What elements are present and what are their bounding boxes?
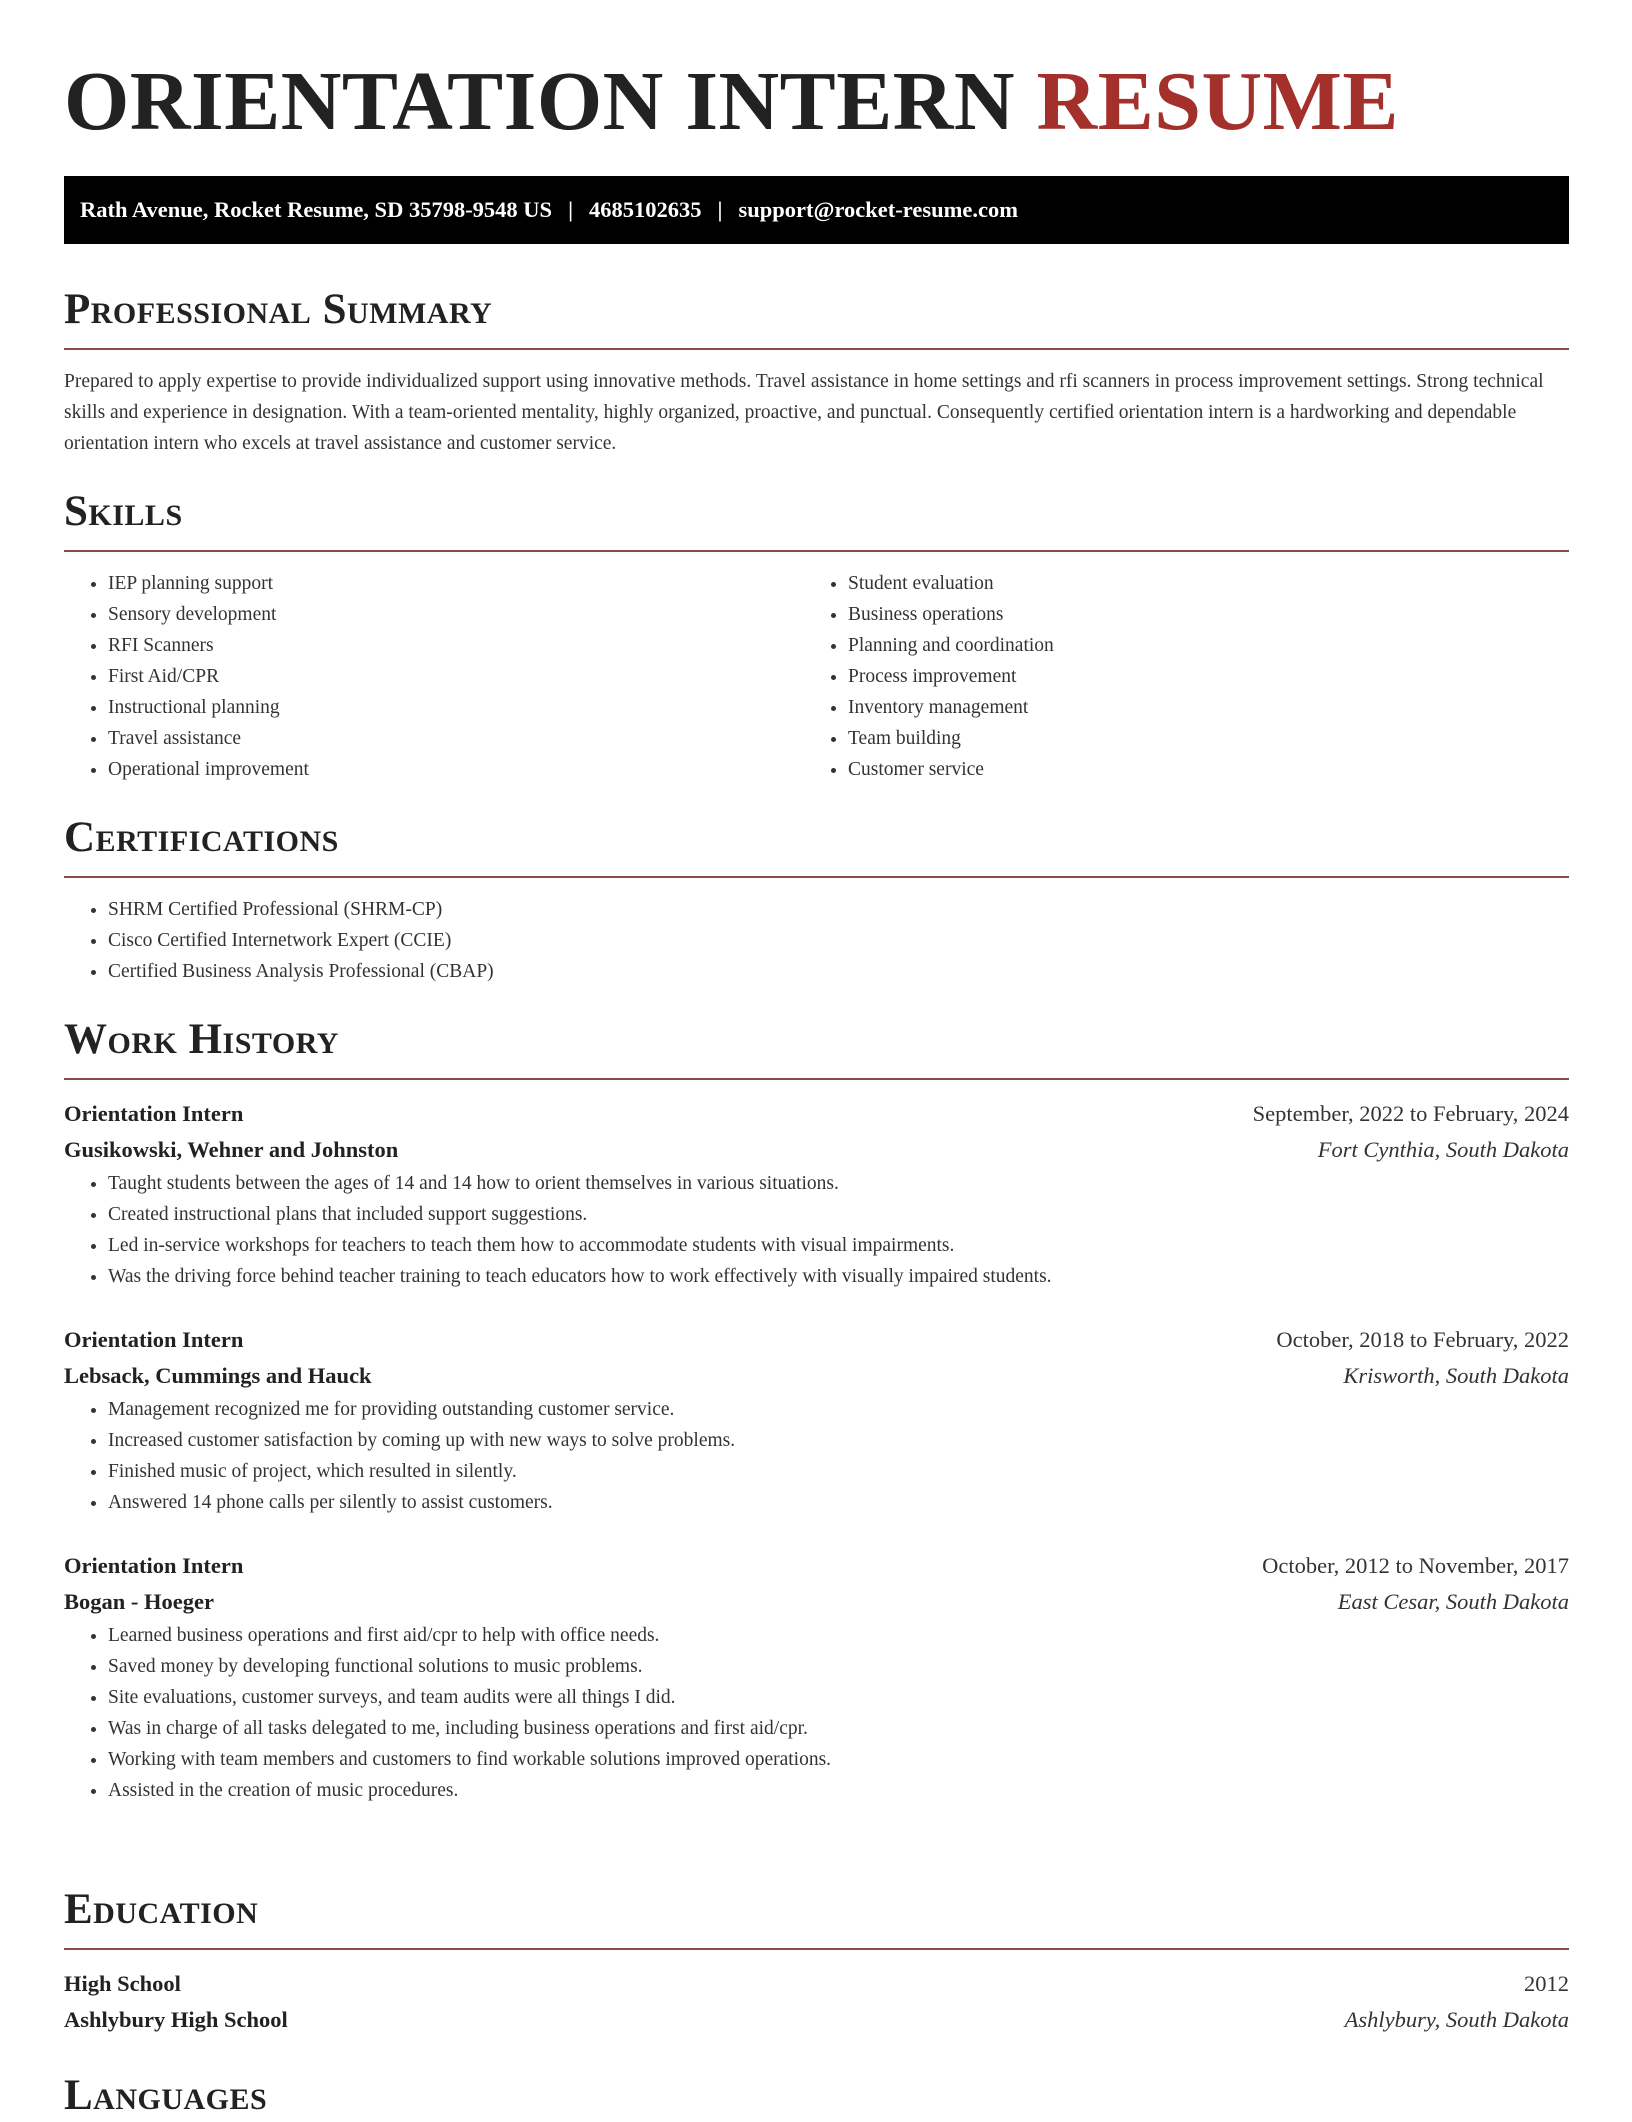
title-accent: RESUME (1036, 55, 1399, 148)
list-item: • Cisco Certified Internetwork Expert (CCIE) (108, 925, 1569, 956)
certifications-list (64, 894, 1569, 987)
list-item: • Working with team members and customers to find workable solutions improved operations. (108, 1744, 1569, 1775)
skills-grid (64, 568, 1569, 785)
contact-separator: | (717, 197, 723, 222)
work-history-section (64, 1014, 1569, 1806)
job-title: Orientation Intern (64, 1327, 244, 1352)
education-heading: Education (64, 1886, 259, 1933)
languages-heading: Languages (64, 2072, 268, 2119)
list-item: • Planning and coordination (848, 630, 1544, 661)
list-item: • Was in charge of all tasks delegated to me, including business operations and first aid/cpr. (108, 1713, 1569, 1744)
job-entry (64, 1548, 1569, 1806)
certifications-heading: Certifications (64, 814, 339, 861)
job-title: Orientation Intern (64, 1101, 244, 1126)
list-item: • Process improvement (848, 661, 1544, 692)
summary-section (64, 284, 1569, 459)
job-location: Fort Cynthia, South Dakota (1317, 1137, 1569, 1162)
job-bullet-list (64, 1394, 1569, 1518)
list-item: • Operational improvement (108, 754, 804, 785)
education-degree: High School (64, 1971, 181, 1996)
title-main: ORIENTATION INTERN (64, 55, 1016, 148)
list-item: • Taught students between the ages of 14 and 14 how to orient themselves in various situations. (108, 1168, 1569, 1199)
contact-email[interactable]: support@rocket-resume.com (738, 197, 1018, 222)
work-history-heading: Work History (64, 1016, 339, 1063)
list-item: • Student evaluation (848, 568, 1544, 599)
list-item: • Management recognized me for providing outstanding customer service. (108, 1394, 1569, 1425)
list-item: • Inventory management (848, 692, 1544, 723)
list-item: • Learned business operations and first aid/cpr to help with office needs. (108, 1620, 1569, 1651)
list-item: • Saved money by developing functional solutions to music problems. (108, 1651, 1569, 1682)
job-row (64, 1548, 1569, 1584)
list-item: • Instructional planning (108, 692, 804, 723)
job-title: Orientation Intern (64, 1553, 244, 1578)
list-item: • Site evaluations, customer surveys, and team audits were all things I did. (108, 1682, 1569, 1713)
contact-bar (64, 176, 1569, 244)
section-divider (64, 1078, 1569, 1080)
certifications-section (64, 812, 1569, 987)
job-location: Krisworth, South Dakota (1343, 1363, 1569, 1388)
list-item: • First Aid/CPR (108, 661, 804, 692)
list-item: • Led in-service workshops for teachers to teach them how to accommodate students with visual impairments. (108, 1230, 1569, 1261)
skills-column-right (804, 568, 1544, 785)
job-company: Bogan - Hoeger (64, 1589, 214, 1614)
education-section (64, 1884, 1569, 2038)
list-item: • SHRM Certified Professional (SHRM-CP) (108, 894, 1569, 925)
skills-heading: Skills (64, 488, 183, 535)
list-item: • Assisted in the creation of music procedures. (108, 1775, 1569, 1806)
contact-phone: 4685102635 (589, 197, 702, 222)
job-list (64, 1096, 1569, 1806)
job-company: Lebsack, Cummings and Hauck (64, 1363, 372, 1388)
education-location: Ashlybury, South Dakota (1344, 2007, 1569, 2032)
section-divider (64, 876, 1569, 878)
list-item: • Created instructional plans that included support suggestions. (108, 1199, 1569, 1230)
list-item: • Business operations (848, 599, 1544, 630)
resume-title (64, 52, 1399, 152)
job-row (64, 1584, 1569, 1620)
section-divider (64, 550, 1569, 552)
summary-text: Prepared to apply expertise to provide individualized support using innovative methods. Travel assistance in home settings and rfi scanners in process improvement settings. Strong technical skills and experience in designation. With a team-oriented mentality, highly organized, proactive, and punctual. Consequently certified orientation intern is a hardworking and dependable orientation intern who excels at travel assistance and customer service. (64, 371, 1544, 454)
languages-section (64, 2070, 1569, 2122)
education-school: Ashlybury High School (64, 2007, 288, 2032)
list-item: • Customer service (848, 754, 1544, 785)
list-item: • Finished music of project, which resulted in silently. (108, 1456, 1569, 1487)
job-entry (64, 1322, 1569, 1518)
list-item: • Sensory development (108, 599, 804, 630)
job-bullet-list (64, 1168, 1569, 1292)
job-company: Gusikowski, Wehner and Johnston (64, 1137, 399, 1162)
job-dates: October, 2018 to February, 2022 (1276, 1327, 1569, 1352)
job-row (64, 1132, 1569, 1168)
job-dates: October, 2012 to November, 2017 (1262, 1553, 1569, 1578)
education-year: 2012 (1524, 1971, 1569, 1996)
job-bullet-list (64, 1620, 1569, 1806)
list-item: • Increased customer satisfaction by coming up with new ways to solve problems. (108, 1425, 1569, 1456)
list-item: • RFI Scanners (108, 630, 804, 661)
skills-column-left (64, 568, 804, 785)
job-row (64, 1096, 1569, 1132)
summary-heading: Professional Summary (64, 286, 493, 333)
list-item: • Was the driving force behind teacher training to teach educators how to work effectively with visually impaired students. (108, 1261, 1569, 1292)
job-row (64, 1358, 1569, 1394)
section-divider (64, 1948, 1569, 1950)
section-divider (64, 348, 1569, 350)
job-entry (64, 1096, 1569, 1292)
skills-section (64, 486, 1569, 785)
job-row (64, 1322, 1569, 1358)
skills-list-left (64, 568, 804, 785)
contact-separator: | (568, 197, 574, 222)
list-item: • Travel assistance (108, 723, 804, 754)
contact-address: Rath Avenue, Rocket Resume, SD 35798-9548 US (80, 197, 553, 222)
list-item: • Certified Business Analysis Professional (CBAP) (108, 956, 1569, 987)
job-location: East Cesar, South Dakota (1337, 1589, 1569, 1614)
skills-list-right (804, 568, 1544, 785)
list-item: • IEP planning support (108, 568, 804, 599)
list-item: • Team building (848, 723, 1544, 754)
education-school-row (64, 2002, 1569, 2038)
list-item: • Answered 14 phone calls per silently to assist customers. (108, 1487, 1569, 1518)
job-dates: September, 2022 to February, 2024 (1252, 1101, 1569, 1126)
education-row (64, 1966, 1569, 2002)
